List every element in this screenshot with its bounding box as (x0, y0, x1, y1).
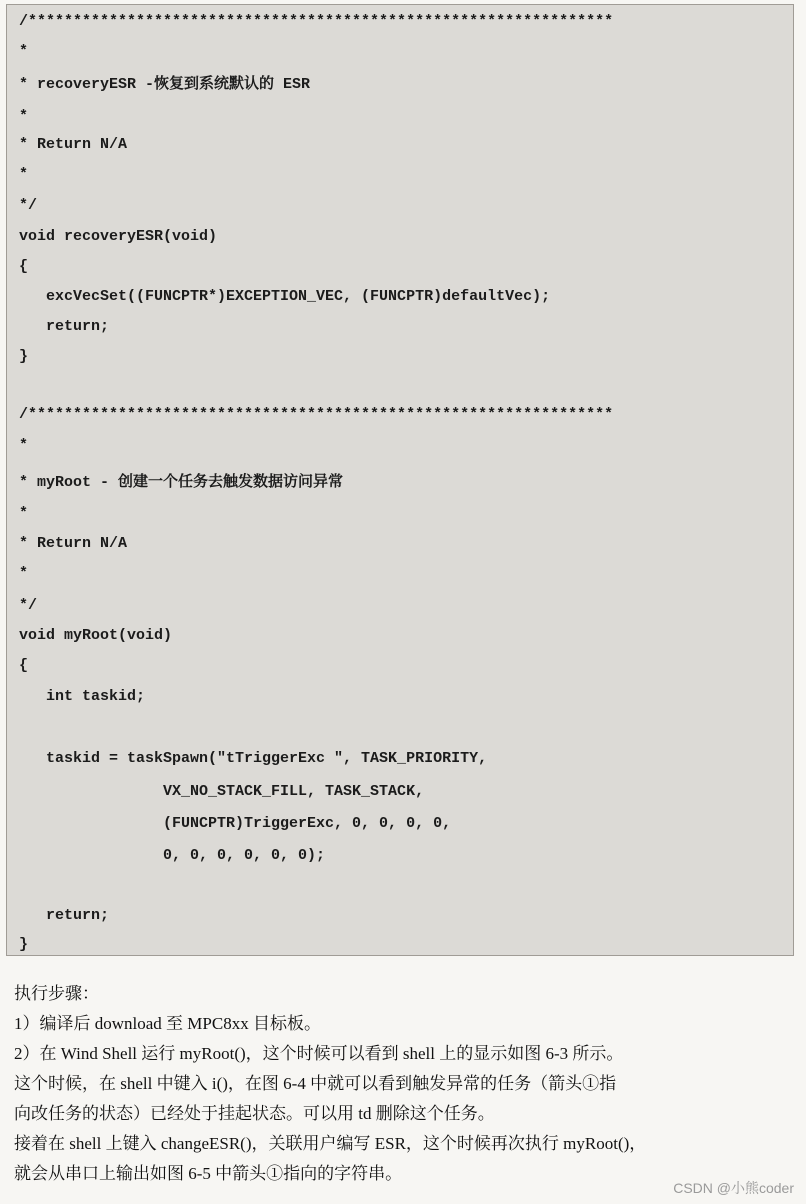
code-line: VX_NO_STACK_FILL, TASK_STACK, (19, 783, 425, 800)
code-line: * myRoot - 创建一个任务去触发数据访问异常 (19, 474, 344, 491)
code-line: * recoveryESR -恢复到系统默认的 ESR (19, 76, 311, 93)
code-line: * (19, 565, 29, 582)
code-line: * (19, 437, 29, 454)
code-line: void recoveryESR(void) (19, 228, 218, 245)
code-line: return; (19, 318, 110, 335)
code-line: * (19, 166, 29, 183)
code-listing (6, 4, 794, 956)
code-line: excVecSet((FUNCPTR*)EXCEPTION_VEC, (FUNCPTR)defaultVec); (19, 288, 551, 305)
code-line: (FUNCPTR)TriggerExc, 0, 0, 0, 0, (19, 815, 452, 832)
code-line: /***************************************************************** (19, 406, 614, 423)
code-line: } (19, 348, 29, 365)
code-line: */ (19, 597, 38, 614)
code-line: } (19, 936, 29, 953)
paragraph-line: 向改任务的状态）已经处于挂起状态。可以用 td 删除这个任务。 (14, 1104, 495, 1123)
paragraph-line: 就会从串口上输出如图 6-5 中箭头①指向的字符串。 (14, 1164, 403, 1183)
paragraph-line: 这个时候，在 shell 中键入 i()，在图 6-4 中就可以看到触发异常的任务（箭头①指 (14, 1074, 617, 1093)
code-line: { (19, 657, 29, 674)
code-line: * Return N/A (19, 535, 128, 552)
code-line: int taskid; (19, 688, 146, 705)
code-line: * (19, 505, 29, 522)
paragraph-line: 执行步骤： (14, 984, 99, 1003)
code-line: 0, 0, 0, 0, 0, 0); (19, 847, 326, 864)
watermark: CSDN @小熊coder (673, 1180, 794, 1196)
code-line: * (19, 108, 29, 125)
code-line: * Return N/A (19, 136, 128, 153)
code-line: /***************************************************************** (19, 13, 614, 30)
code-line: * (19, 43, 29, 60)
code-line: taskid = taskSpawn("tTriggerExc ", TASK_PRIORITY, (19, 750, 488, 767)
paragraph-line: 2）在 Wind Shell 运行 myRoot()，这个时候可以看到 shell 上的显示如图 6-3 所示。 (14, 1044, 624, 1063)
code-line: */ (19, 197, 38, 214)
code-line: void myRoot(void) (19, 627, 173, 644)
paragraph-line: 接着在 shell 上键入 changeESR()，关联用户编写 ESR，这个时候再次执行 myRoot()， (14, 1134, 647, 1153)
code-line: return; (19, 907, 110, 924)
code-line: { (19, 258, 29, 275)
paragraph-line: 1）编译后 download 至 MPC8xx 目标板。 (14, 1014, 321, 1033)
